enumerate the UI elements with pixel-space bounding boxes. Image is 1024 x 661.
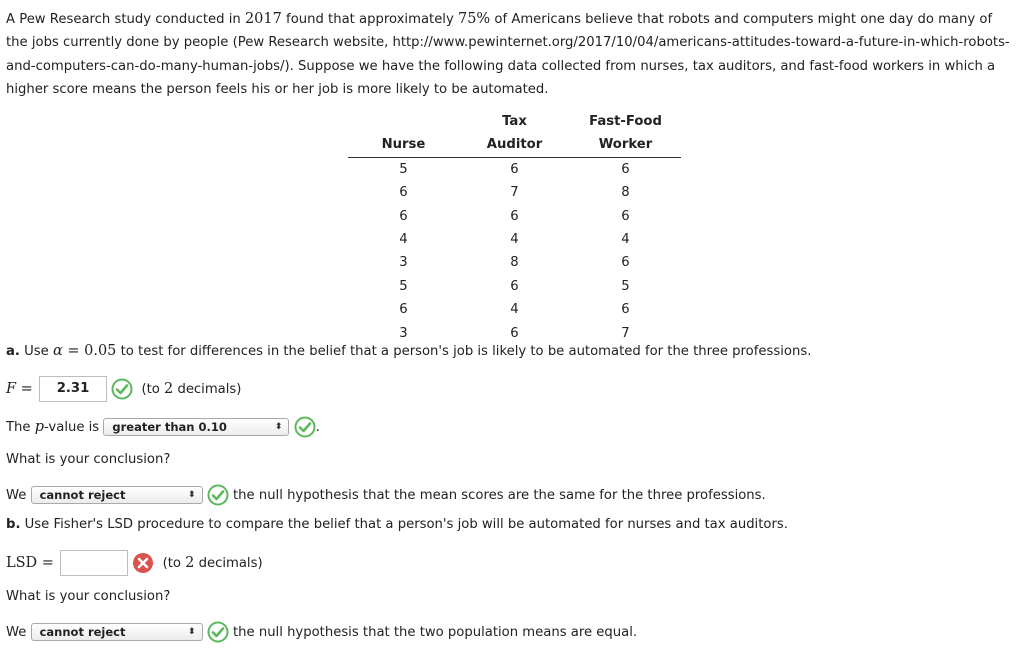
table-row bbox=[348, 275, 681, 298]
pvalue-row bbox=[6, 416, 320, 438]
intro-year: 2017 bbox=[244, 11, 282, 27]
f-label: F bbox=[6, 381, 17, 397]
part-b-question bbox=[6, 517, 788, 532]
table-cell: 5 bbox=[399, 161, 408, 177]
table-cell: 6 bbox=[510, 278, 519, 294]
part-b-conclusion-row bbox=[6, 621, 637, 643]
table-cell: 6 bbox=[621, 302, 630, 318]
table-cell: 6 bbox=[399, 185, 408, 201]
table-cell: 4 bbox=[510, 232, 519, 248]
x-circle-icon bbox=[132, 552, 154, 574]
part-b-text: Use Fisher's LSD procedure to compare the belief that a person's job will be automated for nurses and tax auditors. bbox=[20, 517, 788, 532]
part-b-conclusion-text: the null hypothesis that the two population means are equal. bbox=[233, 625, 638, 640]
table-cell: 6 bbox=[399, 302, 408, 318]
table-cell: 6 bbox=[399, 208, 408, 224]
table-cell: 6 bbox=[621, 255, 630, 271]
part-a-conclusion-row bbox=[6, 484, 766, 506]
table-cell: 4 bbox=[399, 232, 408, 248]
table-row bbox=[348, 298, 681, 321]
part-b-label: b. bbox=[6, 517, 21, 532]
we-label: We bbox=[6, 625, 27, 640]
check-circle-icon bbox=[294, 416, 316, 438]
table-row bbox=[348, 157, 681, 181]
check-circle-icon bbox=[207, 621, 229, 643]
alpha-symbol: α bbox=[52, 343, 63, 359]
part-a-text-1: Use bbox=[19, 344, 53, 359]
intro-text-3: of Americans believe that robots and computers might one day do many of the jobs currently done by people (Pew Research website, http://www.pewinternet.org/2017/10/04/americans-attitudes-toward-a-future-in-which-robots-and-computers-can-do-many-human-jobs/). Suppose we have the following data collected from nurses, tax auditors, and fast-food workers in which a higher score means the person feels his or her job is more likely to be automated. bbox=[6, 12, 1010, 98]
table-cell: 5 bbox=[621, 278, 630, 294]
part-b-conclusion-select[interactable]: cannot reject ⬍ bbox=[31, 623, 203, 641]
we-label: We bbox=[6, 488, 27, 503]
f-answer-input[interactable]: 2.31 bbox=[39, 376, 107, 402]
pvalue-text-2: -value is bbox=[44, 420, 100, 435]
table-row bbox=[348, 205, 681, 228]
select-arrows-icon: ⬍ bbox=[188, 627, 196, 637]
lsd-equals: = bbox=[37, 555, 54, 571]
table-cell: 6 bbox=[510, 325, 519, 341]
check-circle-icon bbox=[111, 378, 133, 400]
header-top-fastfood: Fast-Food bbox=[589, 114, 662, 129]
select-arrows-icon: ⬍ bbox=[188, 490, 196, 500]
table-row bbox=[348, 181, 681, 204]
part-a-conclusion-select[interactable]: cannot reject ⬍ bbox=[31, 486, 203, 504]
header-nurse: Nurse bbox=[348, 133, 459, 157]
part-a-text-2: to test for differences in the belief that a person's job is likely to be automated for the three professions. bbox=[116, 344, 812, 359]
lsd-hint: (to 2 decimals) bbox=[162, 555, 263, 571]
table-cell: 6 bbox=[621, 161, 630, 177]
select-arrows-icon: ⬍ bbox=[274, 422, 283, 432]
table-cell: 3 bbox=[399, 255, 408, 271]
part-a-label: a. bbox=[6, 344, 20, 359]
table-cell: 4 bbox=[510, 302, 519, 318]
part-a-question bbox=[6, 343, 811, 359]
pvalue-select[interactable]: greater than 0.10 ⬍ bbox=[103, 418, 289, 436]
part-a-conclusion-question: What is your conclusion? bbox=[6, 452, 171, 467]
lsd-answer-input[interactable] bbox=[60, 550, 128, 576]
table-cell: 4 bbox=[621, 232, 630, 248]
check-circle-icon bbox=[207, 484, 229, 506]
header-top-nurse bbox=[348, 110, 459, 133]
intro-percent: 75% bbox=[457, 11, 491, 27]
f-hint: (to 2 decimals) bbox=[141, 381, 242, 397]
intro-text-1: A Pew Research study conducted in bbox=[6, 12, 245, 27]
part-a-conclusion-text: the null hypothesis that the mean scores are the same for the three professions. bbox=[233, 488, 766, 503]
table-cell: 7 bbox=[621, 325, 630, 341]
table-cell: 7 bbox=[510, 185, 519, 201]
part-b-conclusion-question: What is your conclusion? bbox=[6, 589, 171, 604]
pvalue-p: p bbox=[34, 419, 45, 435]
table-cell: 8 bbox=[621, 185, 630, 201]
intro-text-2: found that approximately bbox=[281, 12, 458, 27]
table-cell: 3 bbox=[399, 325, 408, 341]
header-auditor: Auditor bbox=[459, 133, 570, 157]
alpha-equals: = bbox=[62, 343, 85, 359]
table-cell: 6 bbox=[510, 161, 519, 177]
f-equals: = bbox=[16, 381, 33, 397]
table-cell: 5 bbox=[399, 278, 408, 294]
problem-intro bbox=[6, 8, 1016, 102]
table-row bbox=[348, 251, 681, 274]
table-row bbox=[348, 228, 681, 251]
table-cell: 6 bbox=[510, 208, 519, 224]
lsd-row bbox=[6, 550, 263, 576]
header-worker: Worker bbox=[570, 133, 681, 157]
header-top-tax: Tax bbox=[502, 114, 527, 129]
lsd-label: LSD bbox=[6, 555, 38, 571]
data-table bbox=[348, 110, 681, 345]
pvalue-period: . bbox=[315, 420, 320, 435]
table-row bbox=[348, 322, 681, 345]
f-row bbox=[6, 376, 241, 402]
table-cell: 8 bbox=[510, 255, 519, 271]
pvalue-text-1: The bbox=[6, 420, 35, 435]
alpha-value: 0.05 bbox=[84, 343, 117, 359]
table-cell: 6 bbox=[621, 208, 630, 224]
